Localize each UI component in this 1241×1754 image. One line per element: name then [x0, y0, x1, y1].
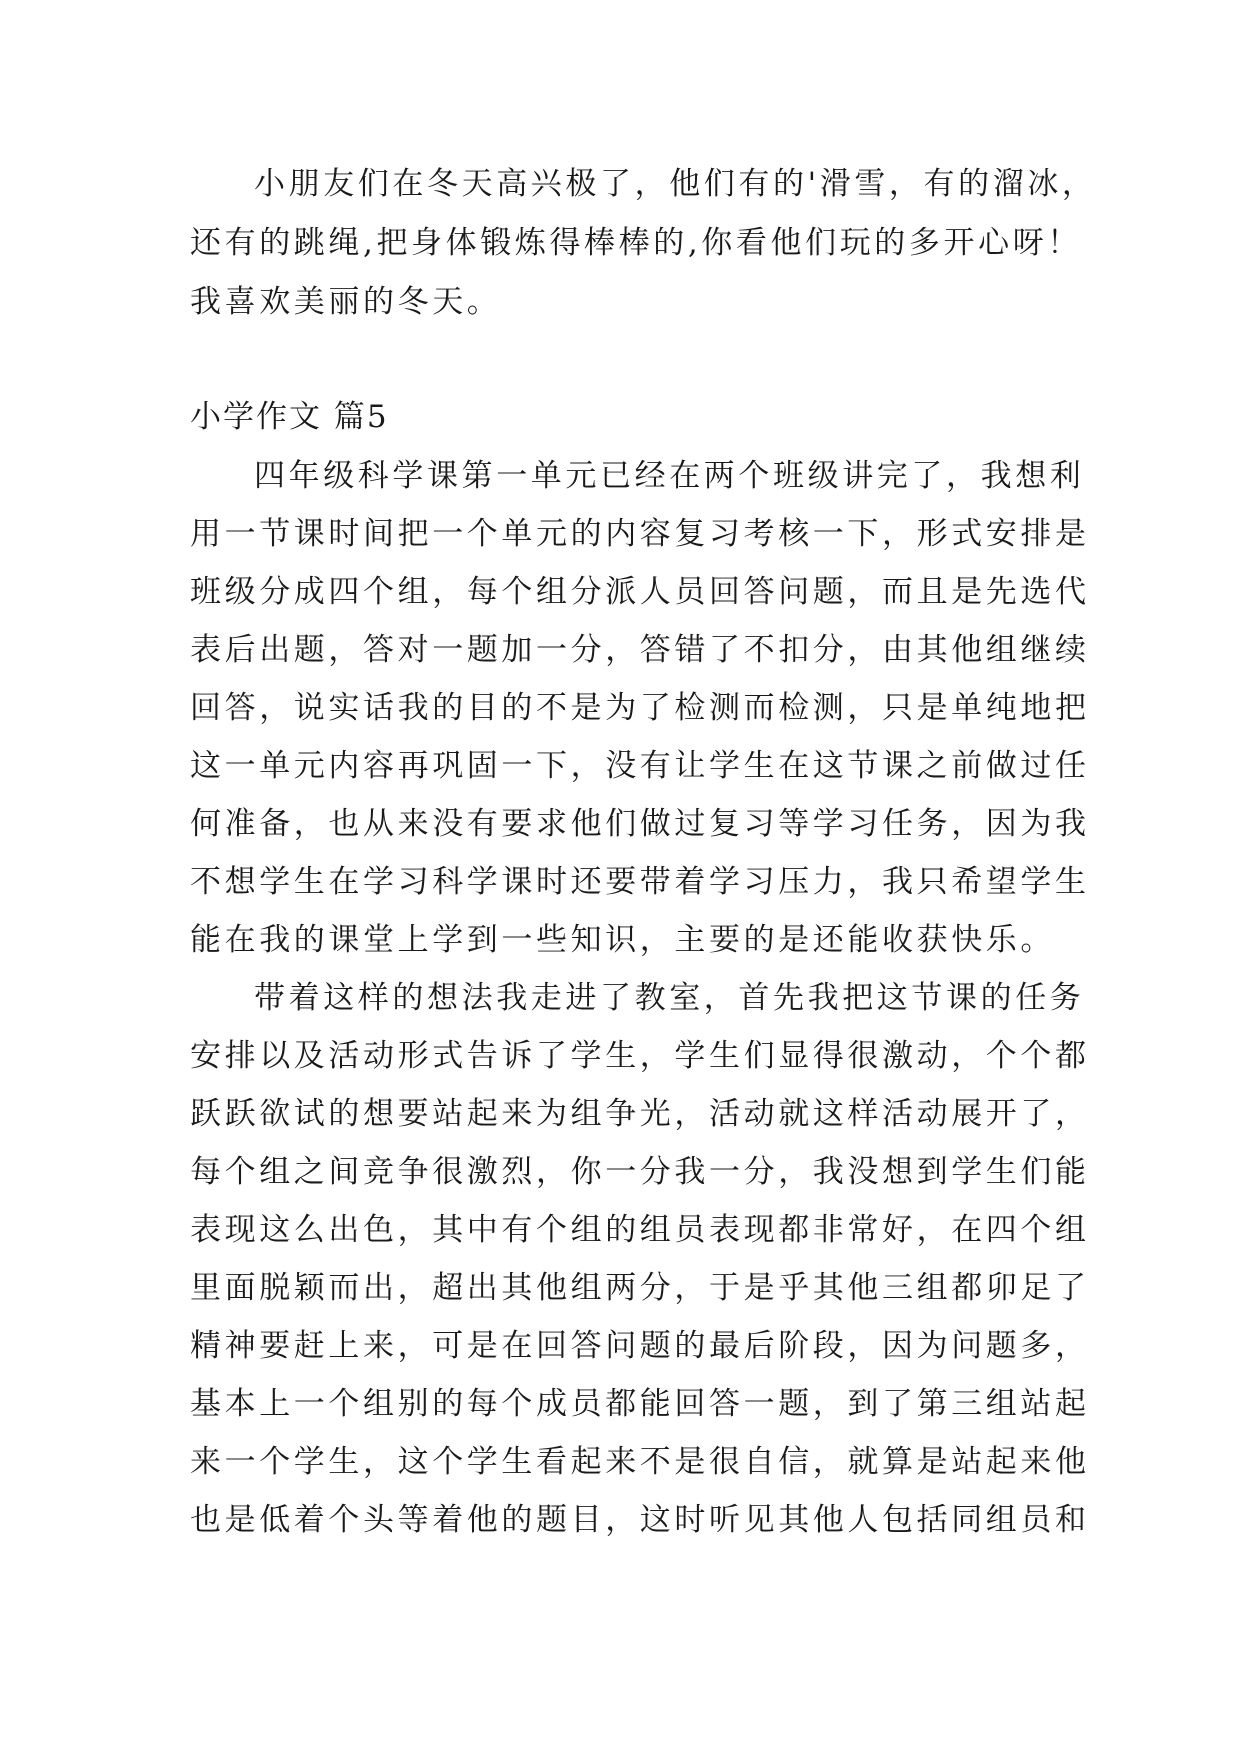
- text-line: 带着这样的想法我走进了教室，首先我把这节课的任务: [254, 980, 1085, 1016]
- text-line: 四年级科学课第一单元已经在两个班级讲完了，我想利: [254, 458, 1085, 494]
- text-line: 基本上一个组别的每个成员都能回答一题，到了第三组站起: [190, 1386, 1090, 1422]
- text-line: 不想学生在学习科学课时还要带着学习压力，我只希望学生: [190, 864, 1090, 900]
- text-line: 班级分成四个组，每个组分派人员回答问题，而且是先选代: [190, 574, 1090, 610]
- text-line: 也是低着个头等着他的题目，这时听见其他人包括同组员和: [190, 1502, 1090, 1538]
- text-line: 用一节课时间把一个单元的内容复习考核一下，形式安排是: [190, 516, 1090, 552]
- text-line: 何准备，也从来没有要求他们做过复习等学习任务，因为我: [190, 806, 1090, 842]
- text-line: 来一个学生，这个学生看起来不是很自信，就算是站起来他: [190, 1444, 1090, 1480]
- text-line: 表现这么出色，其中有个组的组员表现都非常好，在四个组: [190, 1212, 1090, 1248]
- text-line: 里面脱颖而出，超出其他组两分，于是乎其他三组都卯足了: [190, 1270, 1090, 1306]
- text-line: 我喜欢美丽的冬天。: [190, 284, 502, 320]
- text-line: 回答，说实话我的目的不是为了检测而检测，只是单纯地把: [190, 690, 1090, 726]
- text-line: 安排以及活动形式告诉了学生，学生们显得很激动，个个都: [190, 1038, 1090, 1074]
- text-line: 表后出题，答对一题加一分，答错了不扣分，由其他组继续: [190, 632, 1090, 668]
- section-heading: 小学作文 篇5: [190, 399, 389, 435]
- text-line: 精神要赶上来，可是在回答问题的最后阶段，因为问题多，: [190, 1328, 1090, 1364]
- text-line: 小朋友们在冬天高兴极了，他们有的'滑雪，有的溜冰，: [254, 166, 1097, 202]
- text-line: 还有的跳绳,把身体锻炼得棒棒的,你看他们玩的多开心呀！: [190, 225, 1082, 261]
- text-line: 能在我的课堂上学到一些知识，主要的是还能收获快乐。: [190, 922, 1055, 958]
- text-line: 跃跃欲试的想要站起来为组争光，活动就这样活动展开了，: [190, 1096, 1090, 1132]
- text-line: 这一单元内容再巩固一下，没有让学生在这节课之前做过任: [190, 748, 1090, 784]
- text-line: 每个组之间竞争很激烈，你一分我一分，我没想到学生们能: [190, 1154, 1090, 1190]
